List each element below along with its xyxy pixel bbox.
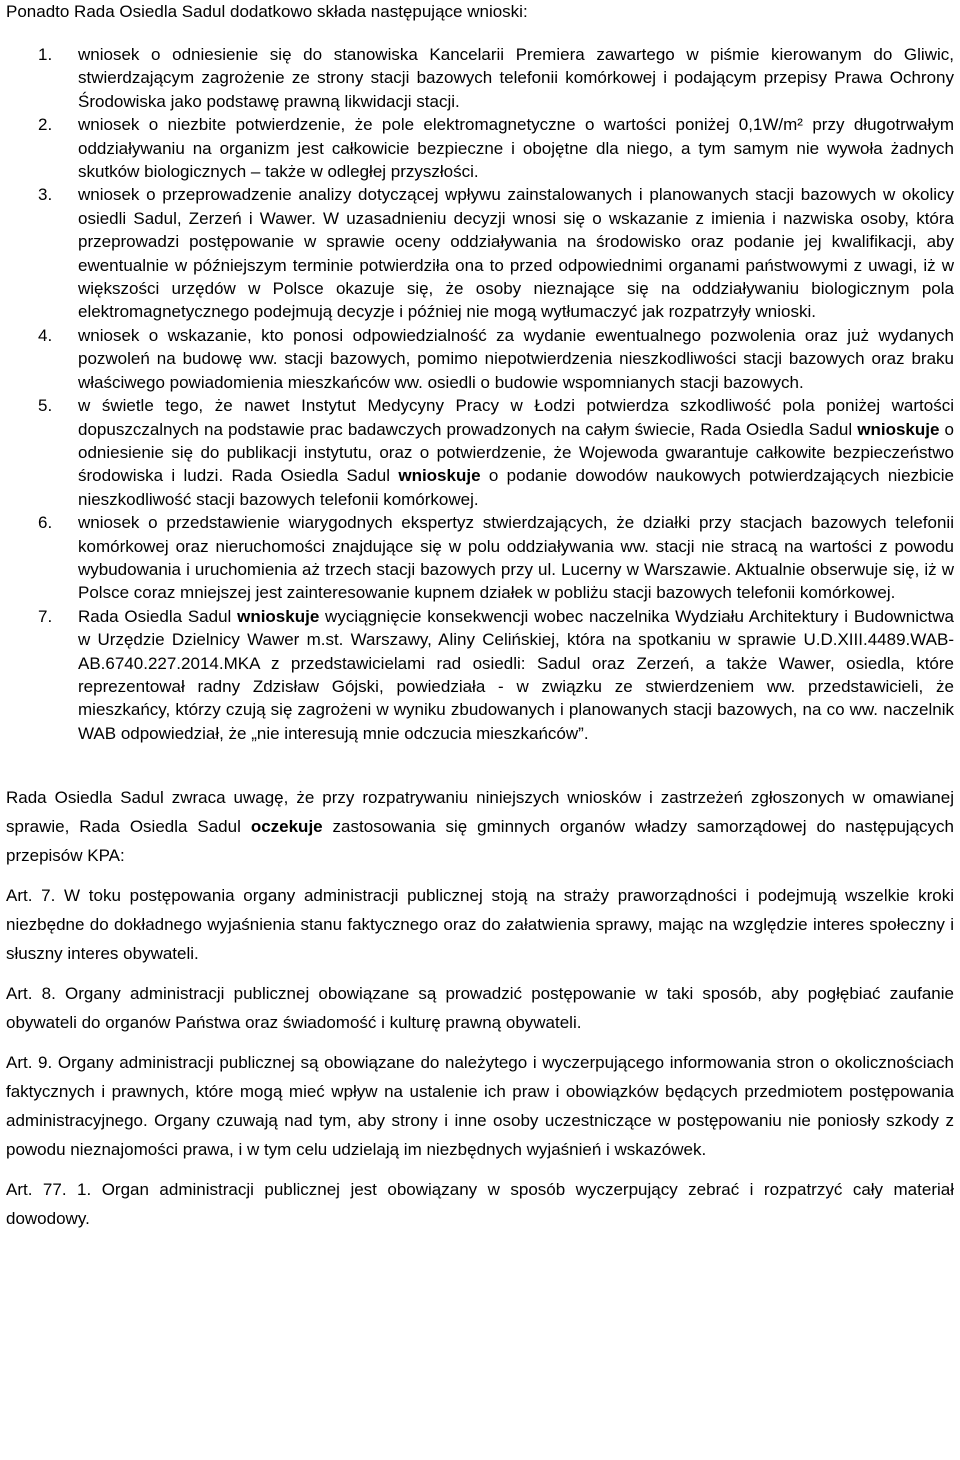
request-number: 5. [38, 396, 53, 416]
request-item-2 [6, 113, 954, 183]
request-text: wniosek o przedstawienie wiarygodnych ekspertyz stwierdzających, że działki przy stacjach bazowych telefonii komórkowej oraz nieruchomości znajdujące się w polu oddziaływania ww. stacji nie stracą na wartości z powodu wybudowania i uruchomienia aż trzech stacji bazowych przy ul. Lucerny w Warszawie. Aktualnie obserwuje się, iż w Polsce coraz mniejszej jest zainteresowanie kupnem działek w pobliżu stacji bazowych telefonii komórkowej. [78, 513, 954, 603]
request-item-4 [6, 324, 954, 394]
request-text-part: o odniesienie się do publikacji instytutu, oraz o potwierdzenie, że Wojewoda gwarantuje całkowite bezpieczeństwo środowiska i ludzi. Rada Osiedla Sadul [78, 419, 954, 486]
request-text: wniosek o niezbite potwierdzenie, że pole elektromagnetyczne o wartości poniżej 0,1W/m² przy długotrwałym oddziaływaniu na organizm jest całkowicie bezpieczne i obojętne dla niego, a tym samym nie wywoła żadnych skutków biologicznych – także w odległej przyszłości. [78, 115, 954, 182]
request-text: wniosek o przeprowadzenie analizy dotyczącej wpływu zainstalowanych i planowanych stacji bazowych w okolicy osiedli Sadul, Zerzeń i Wawer. W uzasadnieniu decyzji wnosi się o wskazanie z imienia i nazwiska osoby, która przeprowadzi postępowanie w sprawie oceny oddziaływania na środowisko oraz podanie jej kwalifikacji, aby ewentualnie w późniejszym terminie potwierdziła ona to przed odpowiednimi organami państwowymi z uwagi, iż w większości urzędów w Polsce okazuje się, że osoby nieznające się na oddziaływaniu biologicznym pola elektromagnetycznego podejmują decyzje i później nie mogą wytłumaczyć jak rozpatrzyły wnioski. [78, 185, 954, 322]
article-text: Organy administracji publicznej obowiązane są prowadzić postępowanie w taki sposób, aby pogłębiać zaufanie obywateli do organów Państwa oraz świadomość i kulturę prawną obywateli. [6, 984, 954, 1033]
closing-text-part: zastosowania się gminnych organów władzy samorządowej do następujących przepisów KPA: [6, 817, 954, 866]
closing-paragraph [6, 783, 954, 870]
request-text: wniosek o odniesienie się do stanowiska Kancelarii Premiera zawartego w piśmie kierowanym do Gliwic, stwierdzającym zagrożenie ze strony stacji bazowych telefonii komórkowej i podającym przepisy Prawa Ochrony Środowiska jako podstawę prawną likwidacji stacji. [78, 45, 954, 111]
request-number: 1. [38, 45, 53, 64]
request-item-5 [6, 394, 954, 511]
article-text: Organy administracji publicznej są obowiązane do należytego i wyczerpującego informowania stron o okolicznościach faktycznych i prawnych, które mogą mieć wpływ na ustalenie ich praw i obowiązków będących przedmiotem postępowania administracyjnego. Organy czuwają nad tym, aby strony i inne osoby uczestniczące w postępowaniu nie poniosły szkody z powodu nieznajomości prawa, i w tym celu udzielają im niezbędnych wyjaśnień i wskazówek. [6, 1053, 954, 1160]
article-label: Art. 77. [6, 1180, 67, 1200]
request-text-part: w świetle tego, że nawet Instytut Medycyny Pracy w Łodzi potwierdza szkodliwość pola poniżej wartości dopuszczalnych na podstawie prac badawczych prowadzonych na całym świecie, Rada Osiedla Sadul [78, 396, 954, 439]
request-item-1 [6, 43, 954, 113]
closing-emphasis: oczekuje [250, 817, 323, 837]
request-text-part: Rada Osiedla Sadul [78, 606, 238, 626]
closing-text-part: Rada Osiedla Sadul zwraca uwagę, że przy rozpatrywaniu niniejszych wniosków i zastrzeżeń zgłoszonych w omawianej sprawie, Rada Osiedla Sadul [6, 788, 954, 837]
request-item-3 [6, 183, 954, 323]
request-number: 4. [38, 325, 53, 345]
request-text: wniosek o wskazanie, kto ponosi odpowiedzialność za wydanie ewentualnego pozwolenia oraz już wydanych pozwoleń na budowę ww. stacji bazowych, pomimo niepotwierdzenia nieszkodliwości stacji bazowych oraz braku właściwego powiadomienia mieszkańców ww. osiedli o budowie wspomnianych stacji bazowych. [78, 325, 954, 392]
request-number: 3. [38, 185, 53, 205]
article-77 [6, 1175, 954, 1233]
request-emphasis: wnioskuje [857, 419, 940, 439]
request-item-6 [6, 511, 954, 605]
requests-list [6, 43, 954, 745]
request-item-7 [6, 605, 954, 745]
article-text: 1. Organ administracji publicznej jest obowiązany w sposób wyczerpujący zebrać i rozpatrzyć cały materiał dowodowy. [6, 1180, 954, 1229]
article-label: Art. 9. [6, 1053, 53, 1073]
request-text-part: wyciągnięcie konsekwencji wobec naczelnika Wydziału Architektury i Budownictwa w Urzędzie Dzielnicy Wawer m.st. Warszawy, Aliny Celińskiej, która na spotkaniu w sprawie U.D.XIII.4489.WAB-AB.6740.227.2014.MKA z przedstawicielami rad osiedli: Sadul oraz Zerzeń, a także Wawer, osiedla, które reprezentował radny Zdzisław Gójski, powiedziała - w związku ze stwierdzeniem ww. przedstawicieli, że mieszkańcy, którzy czują się zagrożeni w wyniku zbudowanych i planowanych stacji bazowych, na co ww. naczelnik WAB odpowiedział, że „nie interesują mnie odczucia mieszkańców”. [78, 606, 954, 743]
intro-line: Ponadto Rada Osiedla Sadul dodatkowo składa następujące wnioski: [6, 2, 528, 21]
request-emphasis: wnioskuje [237, 606, 320, 626]
article-7 [6, 881, 954, 968]
article-label: Art. 7. [6, 886, 56, 906]
request-number: 7. [38, 606, 53, 626]
article-text: W toku postępowania organy administracji publicznej stoją na straży praworządności i podejmują wszelkie kroki niezbędne do dokładnego wyjaśnienia stanu faktycznego oraz do załatwienia sprawy, mając na względzie interes społeczny i słuszny interes obywateli. [6, 886, 954, 964]
request-number: 2. [38, 115, 53, 135]
request-number: 6. [38, 513, 53, 533]
article-8 [6, 979, 954, 1037]
request-text-part: o podanie dowodów naukowych potwierdzających niezbicie nieszkodliwość stacji bazowych telefonii komórkowej. [78, 466, 954, 509]
request-emphasis: wnioskuje [398, 466, 481, 486]
article-9 [6, 1048, 954, 1164]
article-label: Art. 8. [6, 984, 56, 1004]
